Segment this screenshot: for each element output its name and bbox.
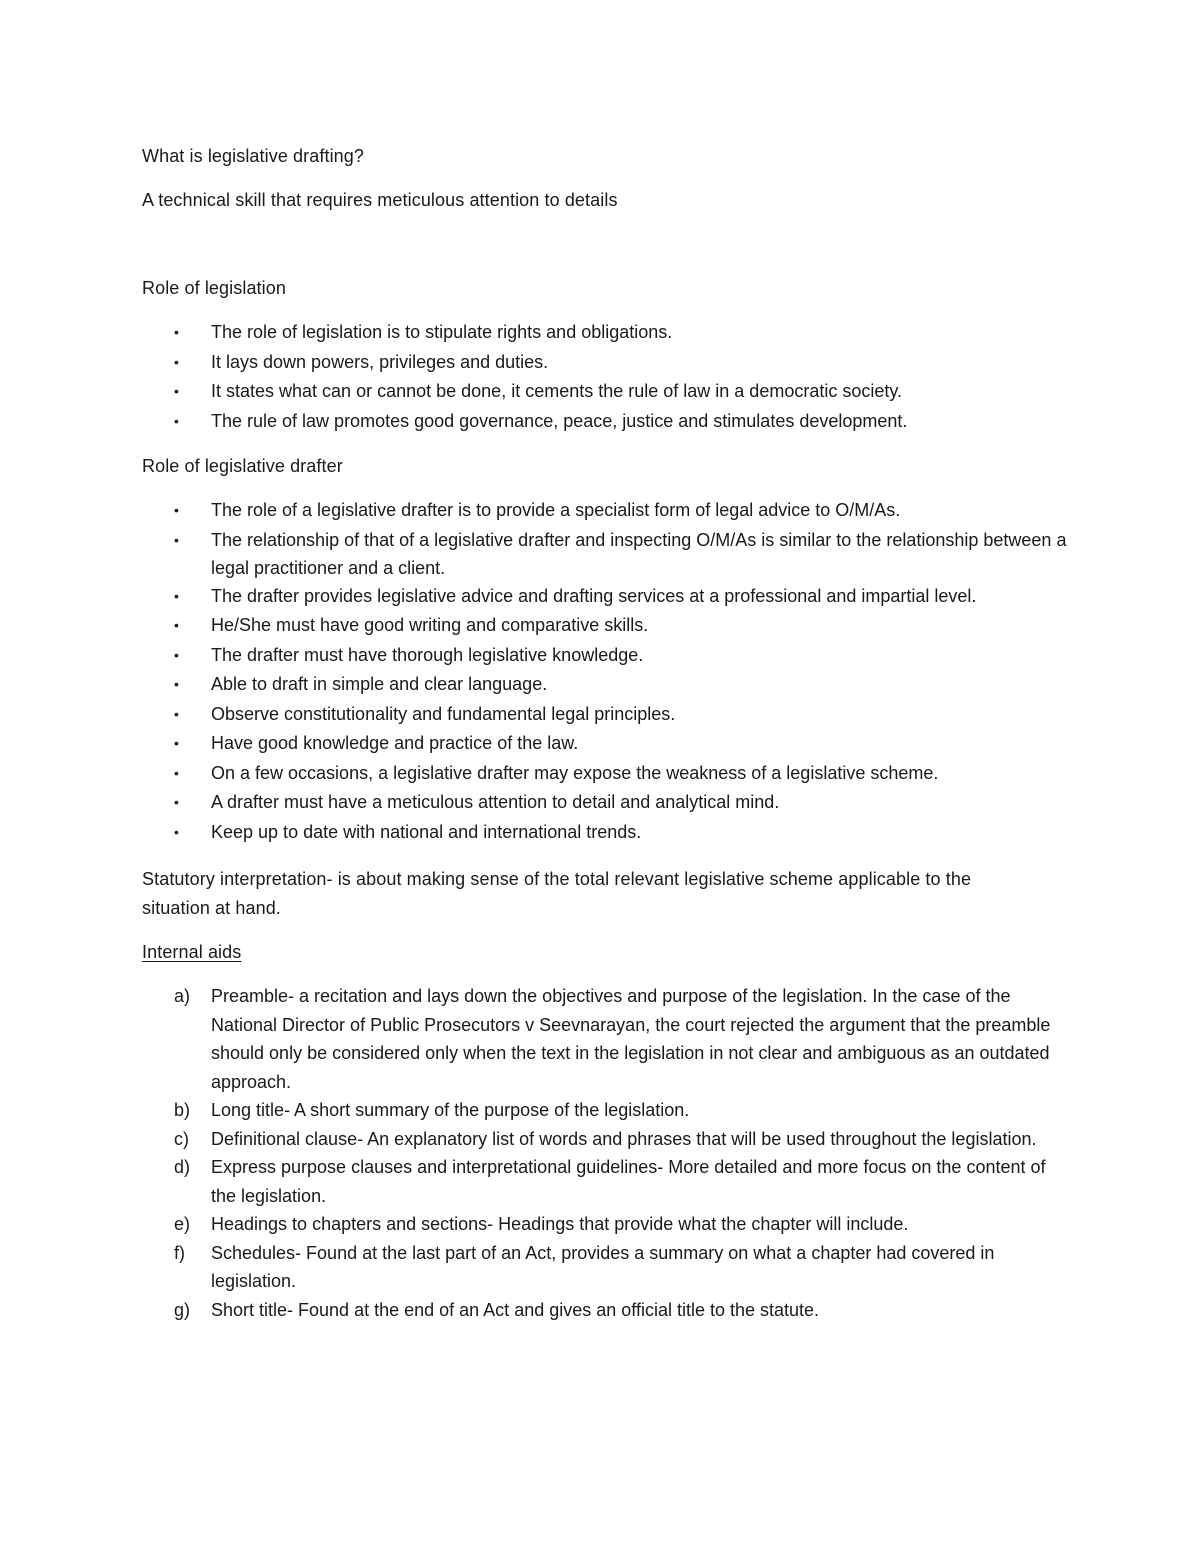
list-item-text: He/She must have good writing and comparative skills. bbox=[211, 615, 649, 635]
bullet-icon: • bbox=[174, 764, 179, 781]
bullet-icon: • bbox=[174, 587, 179, 604]
bullet-icon: • bbox=[174, 617, 179, 633]
list-item bbox=[0, 407, 1071, 437]
list-item-text: The role of legislation is to stipulate rights and obligations. bbox=[211, 322, 673, 342]
list-marker: c) bbox=[174, 1128, 189, 1149]
heading-answer: A technical skill that requires meticulous attention to details bbox=[142, 190, 618, 210]
section-title-role-of-drafter: Role of legislative drafter bbox=[142, 456, 343, 476]
bullet-icon: • bbox=[174, 383, 179, 399]
list-item-text: Able to draft in simple and clear language. bbox=[211, 674, 548, 694]
list-item-text: Definitional clause- An explanatory list of words and phrases that will be used throughout the legislation. bbox=[211, 1128, 1037, 1149]
list-item-text: The drafter must have thorough legislative knowledge. bbox=[211, 644, 644, 665]
list-item-text: Observe constitutionality and fundamental legal principles. bbox=[211, 703, 676, 724]
list-item-text: It lays down powers, privileges and duties. bbox=[211, 351, 549, 372]
list-item-text: Short title- Found at the end of an Act and gives an official title to the statute. bbox=[211, 1299, 820, 1320]
list-item bbox=[0, 1239, 1071, 1296]
bullet-icon: • bbox=[174, 823, 179, 840]
list-item bbox=[0, 526, 1071, 582]
list-item-text: Keep up to date with national and international trends. bbox=[211, 821, 642, 842]
bullet-icon: • bbox=[174, 646, 179, 663]
section-title-role-of-legislation: Role of legislation bbox=[142, 278, 286, 298]
list-marker: d) bbox=[174, 1157, 191, 1177]
list-item bbox=[0, 318, 1071, 348]
list-item-text: Express purpose clauses and interpretational guidelines- More detailed and more focus on the content of the legislation. bbox=[211, 1157, 1046, 1206]
list-item-text: The drafter provides legislative advice and drafting services at a professional and impartial level. bbox=[211, 585, 977, 606]
list-item bbox=[0, 496, 1071, 526]
list-item bbox=[0, 582, 1071, 612]
role-of-legislation-list bbox=[0, 318, 1071, 436]
bullet-icon: • bbox=[174, 794, 179, 810]
bullet-icon: • bbox=[174, 412, 179, 429]
list-item bbox=[0, 1125, 1071, 1154]
list-marker: g) bbox=[174, 1299, 191, 1320]
list-item-text: Schedules- Found at the last part of an Act, provides a summary on what a chapter had covered in legislation. bbox=[211, 1242, 995, 1291]
heading-question: What is legislative drafting? bbox=[142, 146, 365, 166]
bullet-icon: • bbox=[174, 502, 179, 518]
list-item bbox=[0, 759, 1071, 789]
list-marker: a) bbox=[174, 986, 191, 1006]
list-marker: e) bbox=[174, 1214, 191, 1234]
list-item bbox=[0, 641, 1071, 671]
list-marker: f) bbox=[174, 1242, 185, 1263]
list-item-text: The role of a legislative drafter is to provide a specialist form of legal advice to O/M/As. bbox=[211, 500, 901, 520]
list-item-text: Long title- A short summary of the purpose of the legislation. bbox=[211, 1100, 690, 1120]
bullet-icon: • bbox=[174, 705, 179, 722]
list-item-text: Have good knowledge and practice of the law. bbox=[211, 733, 579, 753]
list-item-text: Preamble- a recitation and lays down the objectives and purpose of the legislation. In the case of the National Director of Public Prosecutors v Seevnarayan, the court rejected the argument that the preamble should only be considered only when the text in the legislation in not clear and ambiguous as an outdated approach. bbox=[211, 986, 1051, 1092]
bullet-icon: • bbox=[174, 324, 179, 340]
bullet-icon: • bbox=[174, 531, 179, 548]
list-item-text: It states what can or cannot be done, it cements the rule of law in a democratic society. bbox=[211, 381, 903, 401]
bullet-icon: • bbox=[174, 676, 179, 692]
list-item bbox=[0, 377, 1071, 407]
list-item bbox=[0, 788, 1071, 818]
bullet-icon: • bbox=[174, 735, 179, 751]
list-item bbox=[0, 611, 1071, 641]
list-item bbox=[0, 1296, 1071, 1325]
internal-aids-list bbox=[0, 982, 1071, 1324]
list-item bbox=[0, 670, 1071, 700]
list-item-text: The relationship of that of a legislative drafter and inspecting O/M/As is similar to the relationship between a legal practitioner and a client. bbox=[211, 529, 1067, 578]
list-item-text: A drafter must have a meticulous attention to detail and analytical mind. bbox=[211, 792, 780, 812]
list-item bbox=[0, 982, 1071, 1096]
list-item bbox=[0, 1210, 1071, 1239]
section-title-internal-aids: Internal aids bbox=[142, 942, 242, 962]
bullet-icon: • bbox=[174, 353, 179, 370]
list-item-text: On a few occasions, a legislative drafter may expose the weakness of a legislative scheme. bbox=[211, 762, 939, 783]
list-item bbox=[0, 818, 1071, 848]
list-item bbox=[0, 1153, 1071, 1210]
list-item-text: Headings to chapters and sections- Headings that provide what the chapter will include. bbox=[211, 1214, 909, 1234]
statutory-interpretation-line1: Statutory interpretation- is about making sense of the total relevant legislative scheme applicable to the bbox=[142, 869, 972, 889]
list-item bbox=[0, 1096, 1071, 1125]
list-item bbox=[0, 729, 1071, 759]
list-marker: b) bbox=[174, 1100, 191, 1120]
list-item bbox=[0, 348, 1071, 378]
list-item-text: The rule of law promotes good governance, peace, justice and stimulates development. bbox=[211, 410, 908, 431]
list-item bbox=[0, 700, 1071, 730]
role-of-drafter-list bbox=[0, 496, 1071, 847]
statutory-interpretation-line2: situation at hand. bbox=[142, 898, 281, 918]
